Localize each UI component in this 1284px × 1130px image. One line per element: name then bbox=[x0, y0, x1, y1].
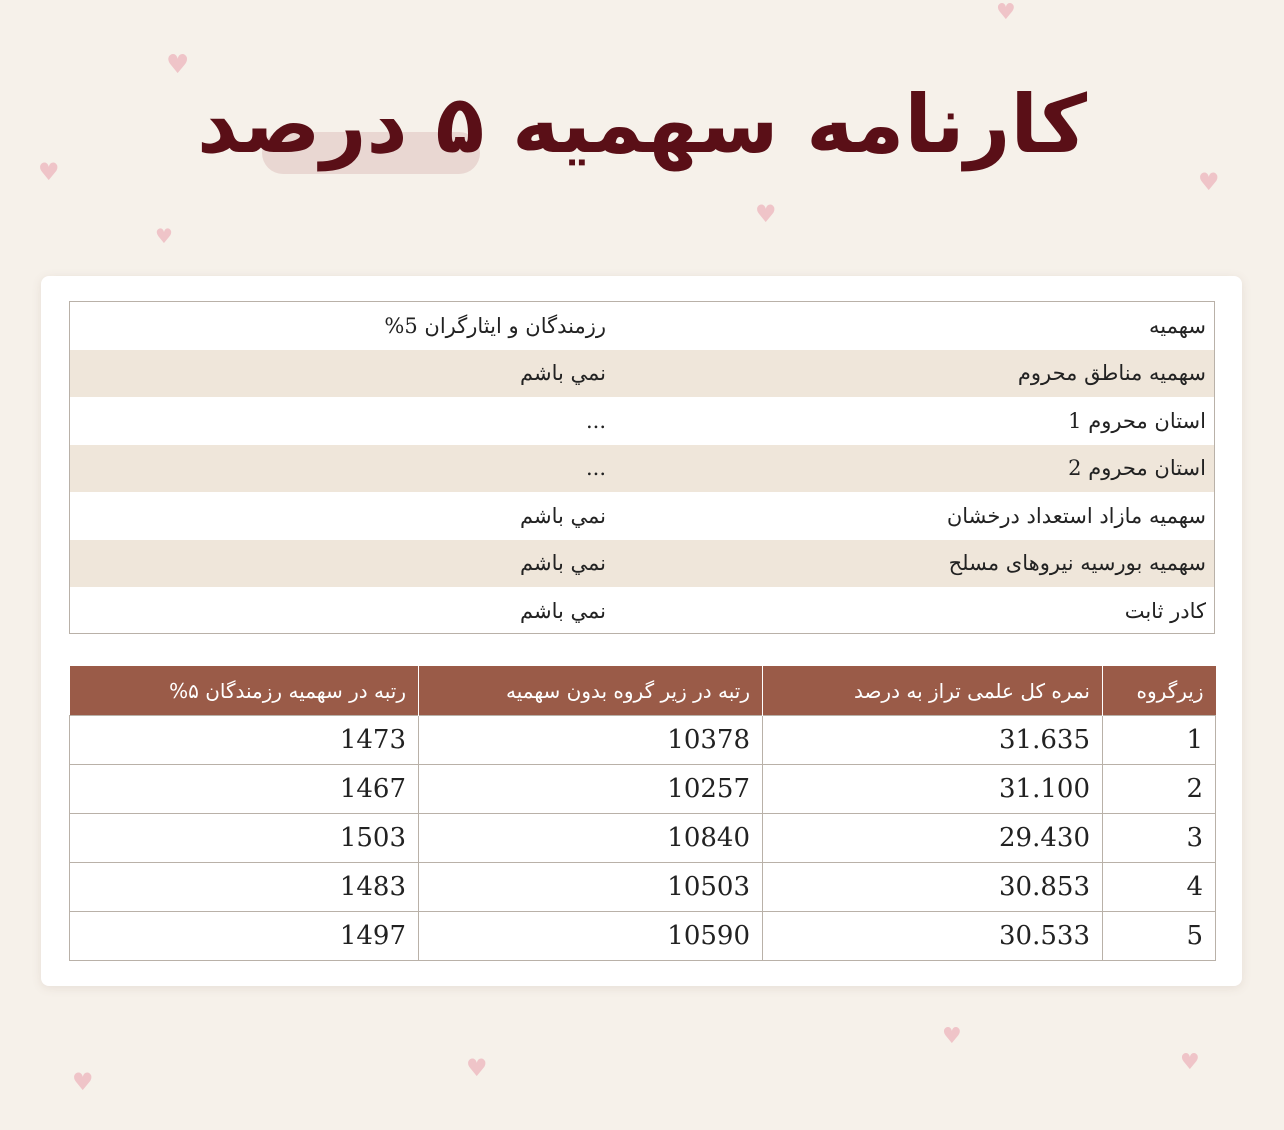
cell-subgroup: 4 bbox=[1103, 863, 1216, 912]
heart-icon: ♥ bbox=[755, 200, 777, 228]
info-label: سهمیه مازاد استعداد درخشان bbox=[946, 503, 1206, 528]
info-value: نمي باشم bbox=[520, 551, 606, 576]
cell-subgroup: 1 bbox=[1103, 716, 1216, 765]
heart-icon: ♥ bbox=[1180, 1050, 1200, 1075]
table-row bbox=[70, 912, 1216, 961]
info-row bbox=[70, 587, 1214, 635]
table-header-row bbox=[70, 666, 1216, 716]
page-title: کارنامه سهمیه ۵ درصد bbox=[196, 78, 1088, 171]
heart-icon: ♥ bbox=[942, 1024, 962, 1049]
cell-rank-no-quota: 10503 bbox=[419, 863, 763, 912]
info-value: ... bbox=[585, 456, 606, 481]
quota-info-table bbox=[69, 301, 1215, 634]
cell-score: 31.100 bbox=[763, 765, 1103, 814]
cell-subgroup: 3 bbox=[1103, 814, 1216, 863]
cell-rank-quota: 1473 bbox=[70, 716, 419, 765]
cell-score: 31.635 bbox=[763, 716, 1103, 765]
report-card bbox=[41, 276, 1242, 986]
cell-score: 29.430 bbox=[763, 814, 1103, 863]
rank-table bbox=[69, 666, 1216, 961]
heart-icon: ♥ bbox=[155, 224, 173, 248]
heart-icon: ♥ bbox=[996, 0, 1016, 25]
cell-subgroup: 5 bbox=[1103, 912, 1216, 961]
cell-rank-quota: 1497 bbox=[70, 912, 419, 961]
info-label: استان محروم 1 bbox=[1068, 408, 1206, 433]
info-value: نمي باشم bbox=[520, 361, 606, 386]
info-row bbox=[70, 350, 1214, 398]
column-header-score: نمره کل علمی تراز به درصد bbox=[763, 666, 1103, 716]
info-row bbox=[70, 492, 1214, 540]
cell-rank-quota: 1503 bbox=[70, 814, 419, 863]
cell-rank-no-quota: 10840 bbox=[419, 814, 763, 863]
table-row bbox=[70, 716, 1216, 765]
info-value: نمي باشم bbox=[520, 598, 606, 623]
info-label: کادر ثابت bbox=[1124, 598, 1206, 623]
heart-icon: ♥ bbox=[166, 50, 190, 80]
table-row bbox=[70, 863, 1216, 912]
info-label: استان محروم 2 bbox=[1068, 456, 1206, 481]
info-label: سهمیه مناطق محروم bbox=[1017, 361, 1206, 386]
cell-rank-no-quota: 10378 bbox=[419, 716, 763, 765]
info-label: سهمیه بورسیه نیروهای مسلح bbox=[948, 551, 1206, 576]
column-header-subgroup: زیرگروه bbox=[1103, 666, 1216, 716]
heart-icon: ♥ bbox=[72, 1068, 94, 1096]
cell-rank-no-quota: 10590 bbox=[419, 912, 763, 961]
column-header-rank-no-quota: رتبه در زیر گروه بدون سهمیه bbox=[419, 666, 763, 716]
info-row bbox=[70, 302, 1214, 350]
info-value: ... bbox=[585, 408, 606, 433]
table-row bbox=[70, 814, 1216, 863]
cell-rank-no-quota: 10257 bbox=[419, 765, 763, 814]
info-value: نمي باشم bbox=[520, 503, 606, 528]
info-row bbox=[70, 540, 1214, 588]
cell-subgroup: 2 bbox=[1103, 765, 1216, 814]
cell-rank-quota: 1483 bbox=[70, 863, 419, 912]
title-area bbox=[0, 70, 1284, 190]
table-row bbox=[70, 765, 1216, 814]
cell-score: 30.853 bbox=[763, 863, 1103, 912]
heart-icon: ♥ bbox=[1198, 168, 1220, 196]
info-value: رزمندگان و ایثارگران 5% bbox=[384, 313, 606, 338]
heart-icon: ♥ bbox=[38, 158, 60, 186]
info-label: سهمیه bbox=[1148, 313, 1206, 338]
column-header-rank-quota: رتبه در سهمیه رزمندگان ۵% bbox=[70, 666, 419, 716]
info-row bbox=[70, 397, 1214, 445]
cell-score: 30.533 bbox=[763, 912, 1103, 961]
cell-rank-quota: 1467 bbox=[70, 765, 419, 814]
heart-icon: ♥ bbox=[466, 1054, 488, 1082]
info-row bbox=[70, 445, 1214, 493]
